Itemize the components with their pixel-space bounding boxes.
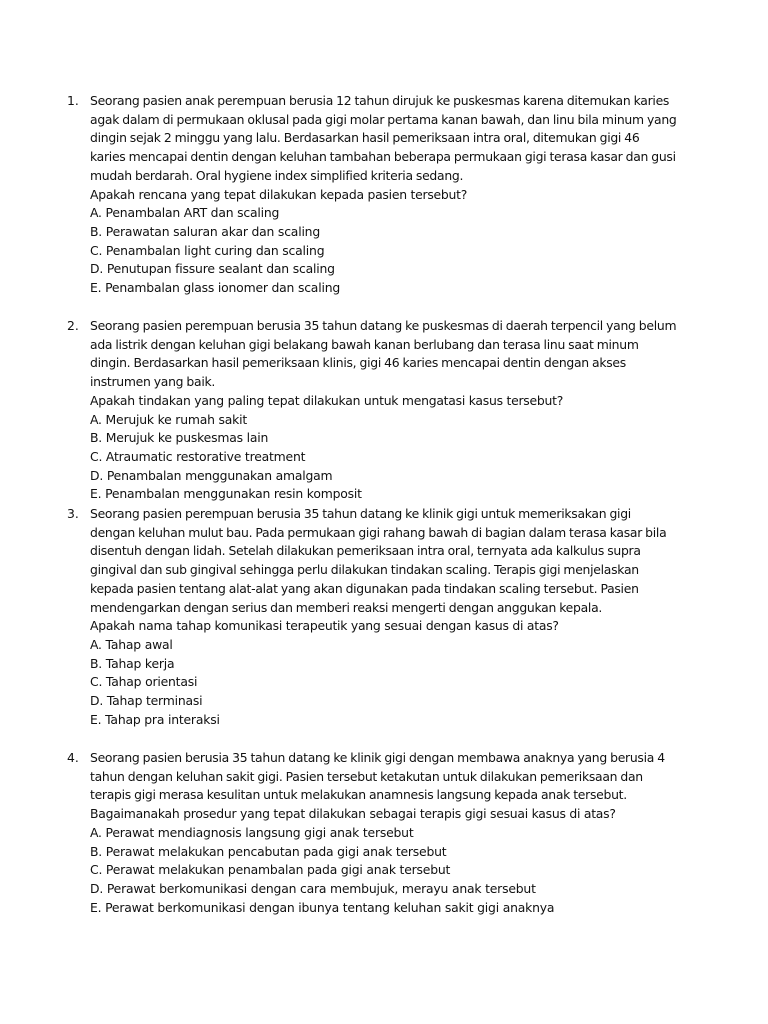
answer-option-c: C. Tahap orientasi — [90, 674, 198, 690]
question-prompt: Apakah tindakan yang paling tepat dilakukan untuk mengatasi kasus tersebut? — [90, 392, 564, 408]
answer-option-b: B. Tahap kerja — [90, 655, 175, 671]
answer-options — [90, 411, 677, 505]
answer-option-d: D. Penambalan menggunakan amalgam — [90, 467, 333, 483]
question-prompt: Bagaimanakah prosedur yang tepat dilakukan sebagai terapis gigi sesuai kasus di atas? — [90, 806, 616, 822]
question-body — [90, 92, 677, 298]
answer-option-b: B. Perawat melakukan pencabutan pada gigi anak tersebut — [90, 843, 447, 859]
question-4 — [67, 749, 677, 917]
answer-option-a: A. Perawat mendiagnosis langsung gigi anak tersebut — [90, 824, 414, 840]
answer-option-e: E. Tahap pra interaksi — [90, 711, 220, 727]
answer-option-d: D. Perawat berkomunikasi dengan cara membujuk, merayu anak tersebut — [90, 880, 536, 896]
answer-option-b: B. Perawatan saluran akar dan scaling — [90, 223, 321, 239]
question-number: 4. — [67, 750, 79, 765]
answer-option-e: E. Penambalan menggunakan resin komposit — [90, 486, 362, 502]
question-number: 1. — [67, 93, 79, 108]
question-stem: Seorang pasien perempuan berusia 35 tahun datang ke puskesmas di daerah terpencil yang belum ada listrik dengan keluhan gigi belakang bawah kanan berlubang dan terasa linu saat minum dingin. Berdasarkan hasil pemeriksaan klinis, gigi 46 karies mencapai dentin dengan akses instrumen yang baik. — [90, 318, 677, 390]
answer-option-c: C. Atraumatic restorative treatment — [90, 448, 306, 464]
question-number: 2. — [67, 318, 79, 333]
answer-options — [90, 204, 677, 298]
question-number: 3. — [67, 506, 79, 521]
answer-option-b: B. Merujuk ke puskesmas lain — [90, 430, 269, 446]
answer-options — [90, 636, 677, 730]
question-stem: Seorang pasien perempuan berusia 35 tahun datang ke klinik gigi untuk memeriksakan gigi dengan keluhan mulut bau. Pada permukaan gigi rahang bawah di bagian dalam terasa kasar bila disentuh dengan lidah. Setelah dilakukan pemeriksaan intra oral, ternyata ada kalkulus supra gingival dan sub gingival sehingga perlu dilakukan tindakan scaling. Terapis gigi menjelaskan kepada pasien tentang alat-alat yang akan digunakan pada tindakan scaling tersebut. Pasien mendengarkan dengan serius dan memberi reaksi mengerti dengan anggukan kepala. — [90, 506, 667, 615]
answer-option-c: C. Perawat melakukan penambalan pada gigi anak tersebut — [90, 862, 451, 878]
question-prompt: Apakah nama tahap komunikasi terapeutik yang sesuai dengan kasus di atas? — [90, 618, 559, 634]
question-1 — [67, 92, 677, 298]
question-body — [90, 749, 677, 917]
answer-option-d: D. Tahap terminasi — [90, 693, 203, 709]
question-prompt: Apakah rencana yang tepat dilakukan kepada pasien tersebut? — [90, 186, 468, 202]
answer-options — [90, 824, 677, 918]
question-body — [90, 505, 677, 729]
question-stem: Seorang pasien anak perempuan berusia 12 tahun dirujuk ke puskesmas karena ditemukan karies agak dalam di permukaan oklusal pada gigi molar pertama kanan bawah, dan linu bila minum yang dingin sejak 2 minggu yang lalu. Berdasarkan hasil pemeriksaan intra oral, ditemukan gigi 46 karies mencapai dentin dengan keluhan tambahan beberapa permukaan gigi terasa kasar dan gusi mudah berdarah. Oral hygiene index simplified kriteria sedang. — [90, 93, 677, 183]
answer-option-e: E. Perawat berkomunikasi dengan ibunya tentang keluhan sakit gigi anaknya — [90, 899, 555, 915]
answer-option-a: A. Merujuk ke rumah sakit — [90, 411, 248, 427]
question-3 — [67, 505, 677, 729]
answer-option-e: E. Penambalan glass ionomer dan scaling — [90, 280, 341, 296]
question-2 — [67, 317, 677, 504]
answer-option-d: D. Penutupan fissure sealant dan scaling — [90, 261, 335, 277]
answer-option-a: A. Tahap awal — [90, 636, 173, 652]
question-body — [90, 317, 677, 504]
answer-option-c: C. Penambalan light curing dan scaling — [90, 242, 325, 258]
answer-option-a: A. Penambalan ART dan scaling — [90, 205, 280, 221]
question-stem: Seorang pasien berusia 35 tahun datang ke klinik gigi dengan membawa anaknya yang berusia 4 tahun dengan keluhan sakit gigi. Pasien tersebut ketakutan untuk dilakukan pemeriksaan dan terapis gigi merasa kesulitan untuk melakukan anamnesis langsung kepada anak tersebut. — [90, 750, 665, 803]
